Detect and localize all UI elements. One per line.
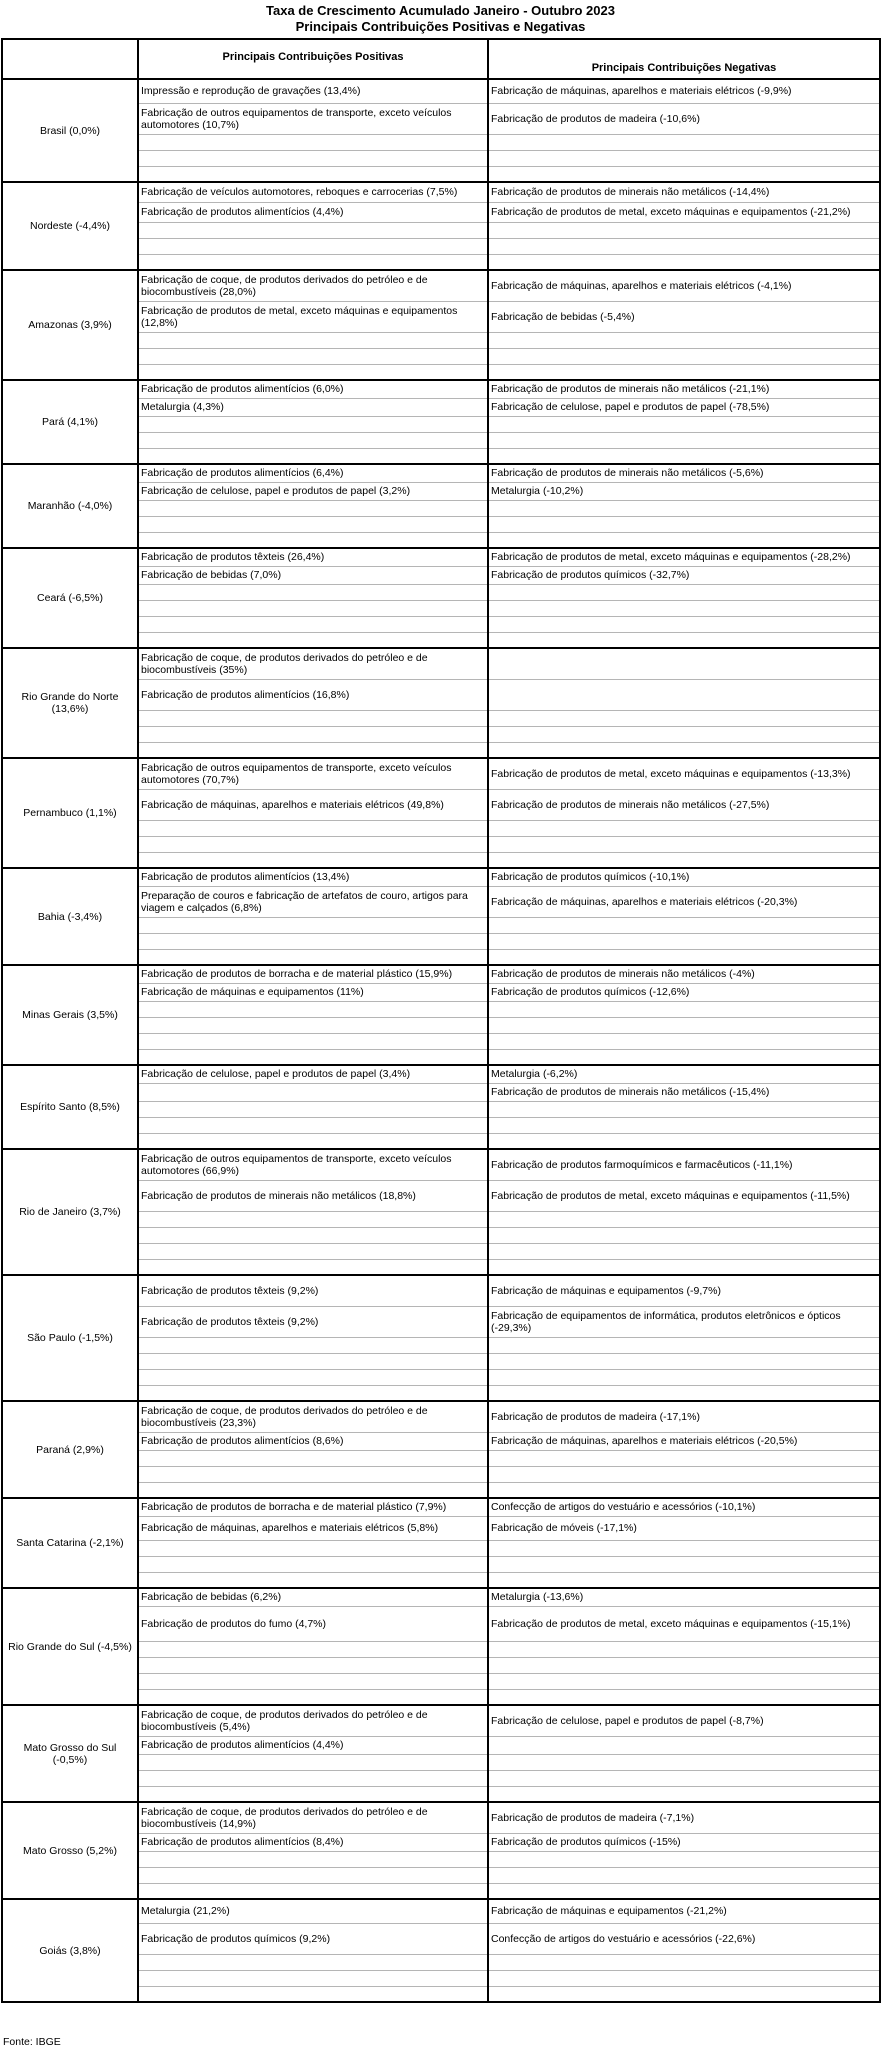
empty-cell xyxy=(138,1754,488,1770)
positive-contribution: Fabricação de produtos alimentícios (6,4%) xyxy=(138,464,488,482)
negative-contribution: Fabricação de produtos de madeira (-17,1%) xyxy=(488,1401,880,1432)
region-name: Goiás (3,8%) xyxy=(2,1899,138,2002)
negative-contribution: Fabricação de produtos químicos (-15%) xyxy=(488,1833,880,1851)
empty-cell xyxy=(488,1450,880,1466)
negative-contribution: Fabricação de produtos de madeira (-10,6%) xyxy=(488,103,880,134)
positive-contribution: Fabricação de coque, de produtos derivados do petróleo e de biocombustíveis (23,3%) xyxy=(138,1401,488,1432)
empty-cell xyxy=(138,1259,488,1275)
positive-contribution: Fabricação de produtos têxteis (9,2%) xyxy=(138,1306,488,1337)
empty-cell xyxy=(138,448,488,464)
positive-contribution: Fabricação de máquinas, aparelhos e materiais elétricos (49,8%) xyxy=(138,789,488,820)
negative-contribution: Fabricação de celulose, papel e produtos de papel (-8,7%) xyxy=(488,1705,880,1736)
negative-contribution: Confecção de artigos do vestuário e acessórios (-10,1%) xyxy=(488,1498,880,1516)
empty-cell xyxy=(138,632,488,648)
negative-contribution: Fabricação de produtos de madeira (-7,1%) xyxy=(488,1802,880,1833)
empty-cell xyxy=(138,332,488,348)
empty-cell xyxy=(488,1243,880,1259)
negative-contribution: Fabricação de produtos de metal, exceto máquinas e equipamentos (-28,2%) xyxy=(488,548,880,566)
negative-contribution: Fabricação de equipamentos de informática, produtos eletrônicos e ópticos (-29,3%) xyxy=(488,1306,880,1337)
negative-contribution: Fabricação de produtos de minerais não metálicos (-4%) xyxy=(488,965,880,983)
empty-cell xyxy=(138,432,488,448)
empty-cell xyxy=(488,238,880,254)
positive-contribution: Fabricação de máquinas, aparelhos e materiais elétricos (5,8%) xyxy=(138,1516,488,1540)
table-row xyxy=(2,1065,880,1083)
empty-cell xyxy=(488,1986,880,2002)
table-row xyxy=(2,79,880,103)
empty-cell xyxy=(488,1385,880,1401)
empty-cell xyxy=(488,820,880,836)
empty-cell xyxy=(488,1851,880,1867)
empty-cell xyxy=(488,500,880,516)
empty-cell xyxy=(138,710,488,726)
empty-cell xyxy=(138,1572,488,1588)
empty-cell xyxy=(138,584,488,600)
empty-cell xyxy=(488,166,880,182)
empty-cell xyxy=(488,1572,880,1588)
empty-cell xyxy=(138,1033,488,1049)
empty-cell xyxy=(488,1482,880,1498)
empty-cell xyxy=(138,1353,488,1369)
empty-cell xyxy=(488,1466,880,1482)
region-name: Mato Grosso (5,2%) xyxy=(2,1802,138,1899)
negative-contribution: Confecção de artigos do vestuário e acessórios (-22,6%) xyxy=(488,1923,880,1954)
empty-cell xyxy=(138,1482,488,1498)
positive-contribution: Fabricação de celulose, papel e produtos de papel (3,4%) xyxy=(138,1065,488,1083)
empty-cell xyxy=(138,1689,488,1705)
empty-cell xyxy=(138,1657,488,1673)
empty-cell xyxy=(488,1369,880,1385)
table-row xyxy=(2,1705,880,1736)
positive-contribution: Fabricação de produtos têxteis (9,2%) xyxy=(138,1275,488,1306)
empty-cell xyxy=(488,1754,880,1770)
positive-contribution: Fabricação de produtos de borracha e de material plástico (15,9%) xyxy=(138,965,488,983)
region-name: São Paulo (-1,5%) xyxy=(2,1275,138,1401)
empty-cell xyxy=(488,1049,880,1065)
empty-cell xyxy=(138,1017,488,1033)
positive-contribution: Fabricação de produtos de borracha e de material plástico (7,9%) xyxy=(138,1498,488,1516)
empty-cell xyxy=(488,1033,880,1049)
empty-cell xyxy=(138,364,488,380)
positive-contribution: Metalurgia (4,3%) xyxy=(138,398,488,416)
region-name: Rio Grande do Norte (13,6%) xyxy=(2,648,138,758)
empty-cell xyxy=(138,1641,488,1657)
header-region xyxy=(2,39,138,79)
table-row xyxy=(2,1588,880,1606)
empty-cell xyxy=(138,1211,488,1227)
empty-cell xyxy=(488,742,880,758)
positive-contribution: Metalurgia (21,2%) xyxy=(138,1899,488,1923)
table-row xyxy=(2,1275,880,1306)
empty-cell xyxy=(138,134,488,150)
empty-cell xyxy=(138,166,488,182)
region-name: Minas Gerais (3,5%) xyxy=(2,965,138,1065)
region-name: Amazonas (3,9%) xyxy=(2,270,138,380)
empty-cell xyxy=(138,1227,488,1243)
negative-contribution: Metalurgia (-13,6%) xyxy=(488,1588,880,1606)
negative-contribution: Fabricação de bebidas (-5,4%) xyxy=(488,301,880,332)
positive-contribution: Fabricação de bebidas (6,2%) xyxy=(138,1588,488,1606)
empty-cell xyxy=(488,134,880,150)
empty-cell xyxy=(138,1117,488,1133)
negative-contribution: Fabricação de produtos de metal, exceto máquinas e equipamentos (-21,2%) xyxy=(488,202,880,222)
table-row xyxy=(2,758,880,789)
empty-cell xyxy=(138,1851,488,1867)
empty-cell xyxy=(488,933,880,949)
table-row xyxy=(2,648,880,679)
region-name: Pará (4,1%) xyxy=(2,380,138,464)
positive-contribution: Fabricação de coque, de produtos derivados do petróleo e de biocombustíveis (35%) xyxy=(138,648,488,679)
source-note: Fonte: IBGE xyxy=(3,2036,61,2048)
empty-cell xyxy=(488,1133,880,1149)
negative-contribution: Fabricação de máquinas e equipamentos (-9,7%) xyxy=(488,1275,880,1306)
empty-cell xyxy=(138,1986,488,2002)
empty-cell xyxy=(138,1049,488,1065)
empty-cell xyxy=(488,416,880,432)
negative-contribution: Metalurgia (-6,2%) xyxy=(488,1065,880,1083)
negative-contribution xyxy=(488,679,880,710)
empty-cell xyxy=(138,1954,488,1970)
empty-cell xyxy=(488,616,880,632)
empty-cell xyxy=(138,726,488,742)
positive-contribution: Fabricação de outros equipamentos de transporte, exceto veículos automotores (70,7%) xyxy=(138,758,488,789)
empty-cell xyxy=(138,917,488,933)
empty-cell xyxy=(488,1001,880,1017)
positive-contribution: Fabricação de coque, de produtos derivados do petróleo e de biocombustíveis (14,9%) xyxy=(138,1802,488,1833)
empty-cell xyxy=(488,448,880,464)
negative-contribution: Metalurgia (-10,2%) xyxy=(488,482,880,500)
negative-contribution: Fabricação de produtos farmoquímicos e farmacêuticos (-11,1%) xyxy=(488,1149,880,1180)
empty-cell xyxy=(138,836,488,852)
positive-contribution: Fabricação de produtos de metal, exceto máquinas e equipamentos (12,8%) xyxy=(138,301,488,332)
region-name: Nordeste (-4,4%) xyxy=(2,182,138,270)
empty-cell xyxy=(488,516,880,532)
empty-cell xyxy=(138,616,488,632)
negative-contribution: Fabricação de máquinas, aparelhos e materiais elétricos (-4,1%) xyxy=(488,270,880,301)
empty-cell xyxy=(488,1883,880,1899)
empty-cell xyxy=(488,1970,880,1986)
empty-cell xyxy=(488,917,880,933)
empty-cell xyxy=(488,222,880,238)
empty-cell xyxy=(488,348,880,364)
empty-cell xyxy=(488,1227,880,1243)
table-row xyxy=(2,182,880,202)
contributions-table xyxy=(1,38,881,2003)
empty-cell xyxy=(138,742,488,758)
negative-contribution: Fabricação de produtos de metal, exceto máquinas e equipamentos (-13,3%) xyxy=(488,758,880,789)
empty-cell xyxy=(138,516,488,532)
empty-cell xyxy=(488,1353,880,1369)
empty-cell xyxy=(488,332,880,348)
negative-contribution: Fabricação de produtos de metal, exceto máquinas e equipamentos (-11,5%) xyxy=(488,1180,880,1211)
positive-contribution: Fabricação de produtos do fumo (4,7%) xyxy=(138,1606,488,1641)
empty-cell xyxy=(138,1556,488,1572)
negative-contribution: Fabricação de celulose, papel e produtos de papel (-78,5%) xyxy=(488,398,880,416)
empty-cell xyxy=(488,1673,880,1689)
region-name: Rio Grande do Sul (-4,5%) xyxy=(2,1588,138,1705)
positive-contribution: Fabricação de veículos automotores, reboques e carrocerias (7,5%) xyxy=(138,182,488,202)
table-header-row xyxy=(2,39,880,79)
empty-cell xyxy=(138,1101,488,1117)
positive-contribution: Fabricação de produtos alimentícios (6,0%) xyxy=(138,380,488,398)
negative-contribution: Fabricação de produtos químicos (-12,6%) xyxy=(488,983,880,1001)
empty-cell xyxy=(488,1770,880,1786)
empty-cell xyxy=(488,600,880,616)
region-name: Santa Catarina (-2,1%) xyxy=(2,1498,138,1588)
table-row xyxy=(2,1498,880,1516)
positive-contribution: Fabricação de produtos alimentícios (8,4%) xyxy=(138,1833,488,1851)
table-row xyxy=(2,965,880,983)
empty-cell xyxy=(138,1867,488,1883)
table-row xyxy=(2,868,880,886)
negative-contribution: Fabricação de máquinas, aparelhos e materiais elétricos (-20,5%) xyxy=(488,1432,880,1450)
negative-contribution: Fabricação de produtos químicos (-10,1%) xyxy=(488,868,880,886)
empty-cell xyxy=(138,600,488,616)
empty-cell xyxy=(138,1970,488,1986)
empty-cell xyxy=(138,254,488,270)
empty-cell xyxy=(488,726,880,742)
empty-cell xyxy=(488,1689,880,1705)
empty-cell xyxy=(488,150,880,166)
negative-contribution xyxy=(488,1736,880,1754)
positive-contribution: Fabricação de produtos alimentícios (16,8%) xyxy=(138,679,488,710)
empty-cell xyxy=(138,1770,488,1786)
negative-contribution: Fabricação de produtos de minerais não metálicos (-14,4%) xyxy=(488,182,880,202)
empty-cell xyxy=(488,432,880,448)
empty-cell xyxy=(488,1556,880,1572)
empty-cell xyxy=(488,1786,880,1802)
region-name: Rio de Janeiro (3,7%) xyxy=(2,1149,138,1275)
empty-cell xyxy=(488,254,880,270)
document-subtitle: Principais Contribuições Positivas e Negativas xyxy=(295,19,586,34)
empty-cell xyxy=(138,1243,488,1259)
table-row xyxy=(2,1899,880,1923)
negative-contribution: Fabricação de produtos de minerais não metálicos (-5,6%) xyxy=(488,464,880,482)
empty-cell xyxy=(138,416,488,432)
positive-contribution: Fabricação de celulose, papel e produtos de papel (3,2%) xyxy=(138,482,488,500)
empty-cell xyxy=(488,1641,880,1657)
empty-cell xyxy=(488,1259,880,1275)
empty-cell xyxy=(138,150,488,166)
empty-cell xyxy=(138,1786,488,1802)
empty-cell xyxy=(488,532,880,548)
positive-contribution: Fabricação de produtos alimentícios (4,4%) xyxy=(138,202,488,222)
empty-cell xyxy=(138,1369,488,1385)
empty-cell xyxy=(488,836,880,852)
empty-cell xyxy=(138,1466,488,1482)
empty-cell xyxy=(488,632,880,648)
document-title: Taxa de Crescimento Acumulado Janeiro - Outubro 2023 xyxy=(266,3,615,18)
positive-contribution: Fabricação de produtos alimentícios (8,6%) xyxy=(138,1432,488,1450)
empty-cell xyxy=(488,364,880,380)
empty-cell xyxy=(488,1657,880,1673)
negative-contribution xyxy=(488,648,880,679)
empty-cell xyxy=(138,949,488,965)
empty-cell xyxy=(488,584,880,600)
negative-contribution: Fabricação de produtos de minerais não metálicos (-21,1%) xyxy=(488,380,880,398)
negative-contribution: Fabricação de produtos de minerais não metálicos (-27,5%) xyxy=(488,789,880,820)
negative-contribution: Fabricação de móveis (-17,1%) xyxy=(488,1516,880,1540)
negative-contribution: Fabricação de máquinas e equipamentos (-21,2%) xyxy=(488,1899,880,1923)
table-row xyxy=(2,548,880,566)
empty-cell xyxy=(138,532,488,548)
positive-contribution: Fabricação de produtos químicos (9,2%) xyxy=(138,1923,488,1954)
empty-cell xyxy=(488,1017,880,1033)
header-negative: Principais Contribuições Negativas xyxy=(488,39,880,79)
table-row xyxy=(2,464,880,482)
region-name: Maranhão (-4,0%) xyxy=(2,464,138,548)
positive-contribution: Fabricação de produtos alimentícios (13,4%) xyxy=(138,868,488,886)
empty-cell xyxy=(488,1211,880,1227)
empty-cell xyxy=(488,949,880,965)
header-positive: Principais Contribuições Positivas xyxy=(138,39,488,79)
negative-contribution: Fabricação de produtos de metal, exceto máquinas e equipamentos (-15,1%) xyxy=(488,1606,880,1641)
positive-contribution: Fabricação de produtos têxteis (26,4%) xyxy=(138,548,488,566)
empty-cell xyxy=(488,710,880,726)
table-row xyxy=(2,380,880,398)
region-name: Espírito Santo (8,5%) xyxy=(2,1065,138,1149)
positive-contribution: Fabricação de coque, de produtos derivados do petróleo e de biocombustíveis (5,4%) xyxy=(138,1705,488,1736)
negative-contribution: Fabricação de máquinas, aparelhos e materiais elétricos (-20,3%) xyxy=(488,886,880,917)
empty-cell xyxy=(138,1673,488,1689)
empty-cell xyxy=(488,1337,880,1353)
positive-contribution: Fabricação de produtos de minerais não metálicos (18,8%) xyxy=(138,1180,488,1211)
empty-cell xyxy=(488,1101,880,1117)
region-name: Brasil (0,0%) xyxy=(2,79,138,182)
region-name: Bahia (-3,4%) xyxy=(2,868,138,965)
empty-cell xyxy=(488,1117,880,1133)
negative-contribution: Fabricação de produtos químicos (-32,7%) xyxy=(488,566,880,584)
empty-cell xyxy=(138,1450,488,1466)
empty-cell xyxy=(138,1133,488,1149)
empty-cell xyxy=(488,852,880,868)
table-row xyxy=(2,1401,880,1432)
region-name: Paraná (2,9%) xyxy=(2,1401,138,1498)
empty-cell xyxy=(138,852,488,868)
empty-cell xyxy=(138,1540,488,1556)
empty-cell xyxy=(138,1883,488,1899)
empty-cell xyxy=(138,238,488,254)
empty-cell xyxy=(488,1954,880,1970)
positive-contribution: Fabricação de coque, de produtos derivados do petróleo e de biocombustíveis (28,0%) xyxy=(138,270,488,301)
empty-cell xyxy=(138,500,488,516)
positive-contribution: Impressão e reprodução de gravações (13,4%) xyxy=(138,79,488,103)
positive-contribution xyxy=(138,1083,488,1101)
empty-cell xyxy=(138,820,488,836)
positive-contribution: Fabricação de produtos alimentícios (4,4%) xyxy=(138,1736,488,1754)
region-name: Ceará (-6,5%) xyxy=(2,548,138,648)
table-row xyxy=(2,1149,880,1180)
empty-cell xyxy=(138,222,488,238)
region-name: Mato Grosso do Sul (-0,5%) xyxy=(2,1705,138,1802)
empty-cell xyxy=(488,1540,880,1556)
positive-contribution: Preparação de couros e fabricação de artefatos de couro, artigos para viagem e calçados (6,8%) xyxy=(138,886,488,917)
table-row xyxy=(2,1802,880,1833)
positive-contribution: Fabricação de outros equipamentos de transporte, exceto veículos automotores (10,7%) xyxy=(138,103,488,134)
empty-cell xyxy=(138,1385,488,1401)
positive-contribution: Fabricação de outros equipamentos de transporte, exceto veículos automotores (66,9%) xyxy=(138,1149,488,1180)
table-row xyxy=(2,270,880,301)
empty-cell xyxy=(488,1867,880,1883)
negative-contribution: Fabricação de máquinas, aparelhos e materiais elétricos (-9,9%) xyxy=(488,79,880,103)
empty-cell xyxy=(138,348,488,364)
empty-cell xyxy=(138,1001,488,1017)
positive-contribution: Fabricação de máquinas e equipamentos (11%) xyxy=(138,983,488,1001)
empty-cell xyxy=(138,1337,488,1353)
positive-contribution: Fabricação de bebidas (7,0%) xyxy=(138,566,488,584)
negative-contribution: Fabricação de produtos de minerais não metálicos (-15,4%) xyxy=(488,1083,880,1101)
region-name: Pernambuco (1,1%) xyxy=(2,758,138,868)
empty-cell xyxy=(138,933,488,949)
